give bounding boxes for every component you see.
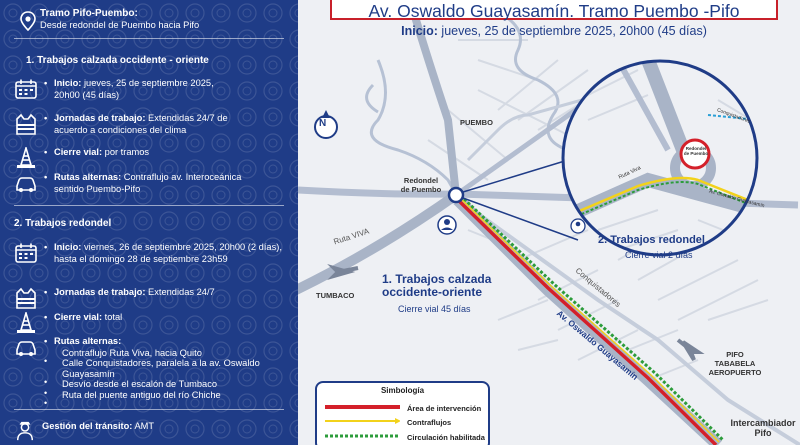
- location-pin-icon: [16, 10, 40, 32]
- page-title: Av. Oswaldo Guayasamín. Tramo Puembo -Pifo: [368, 1, 740, 21]
- traffic-officer-icon: [571, 219, 585, 233]
- guayasamin-label: Av. Oswaldo Guayasamín: [554, 308, 641, 382]
- map-canvas: [298, 0, 800, 445]
- s1-rutas-text: Contraflujo av. Interoceánica sentido Puembo-Pifo: [54, 172, 242, 194]
- s2-cierre-text: total: [102, 312, 123, 322]
- inset-av-label: Av. Oswaldo Guayasamín: [708, 188, 766, 210]
- river: [371, 60, 456, 194]
- header-desc: Desde redondel de Puembo hacia Pifo: [40, 19, 200, 30]
- work2-title: 2. Trabajos redondel: [598, 234, 705, 246]
- s1-cierre-text: por tramos: [102, 147, 150, 157]
- arrow-tumbaco-icon: [334, 268, 358, 276]
- car-icon: [14, 336, 38, 358]
- bullet: •: [44, 312, 48, 322]
- bullet: •: [44, 113, 48, 123]
- s2-inicio-label: Inicio:: [54, 242, 82, 252]
- s1-jornadas-text: Extendidas 24/7 de acuerdo a condiciones del clima: [54, 113, 228, 135]
- section-2-title: 2. Trabajos redondel: [14, 218, 112, 229]
- tumbaco-label: TUMBACO: [316, 291, 355, 300]
- work2-subtitle: Cierre vial 2 días: [625, 250, 693, 260]
- divider: [14, 409, 284, 410]
- work1-title: 1. Trabajos calzada occidente-oriente: [382, 272, 492, 299]
- sub-bullets: • • • •: [44, 356, 48, 408]
- work1-subtitle: Cierre vial 45 días: [398, 304, 471, 314]
- calendar-icon: [14, 78, 38, 100]
- conquistadores-label: Conquistadores: [573, 266, 623, 309]
- s2-ruta-item: Contraflujo Ruta Viva, hacia Quito: [62, 347, 202, 358]
- subtitle-label: Inicio:: [401, 24, 438, 38]
- s1-inicio-text: jueves, 25 de septiembre 2025, 20h00 (45 días): [54, 78, 214, 100]
- bullet: •: [44, 287, 48, 297]
- s1-jornadas-label: Jornadas de trabajo:: [54, 113, 146, 123]
- bullet: •: [44, 336, 48, 346]
- intercambiador-label: Intercambiador Pifo: [730, 418, 796, 438]
- legend-item: Área de intervención: [407, 404, 482, 413]
- s2-jornadas-label: Jornadas de trabajo:: [54, 287, 146, 297]
- worker-vest-icon: [14, 113, 38, 135]
- pifo-label: PIFO TABABELA AEROPUERTO: [708, 350, 762, 377]
- legend-item: Contraflujos: [407, 418, 452, 427]
- page-subtitle: [330, 24, 778, 38]
- river: [367, 85, 378, 112]
- inset-conquistadores-label: Conquistadores: [716, 107, 752, 125]
- arrow-pifo-icon: [678, 340, 698, 360]
- bullet: •: [44, 147, 48, 157]
- legend-swatches: [325, 403, 400, 443]
- ruta-viva-label: Ruta VIVA: [332, 226, 371, 247]
- map-area: [298, 0, 800, 445]
- legend-title: Simbología: [380, 386, 425, 395]
- roundabout-marker: [449, 188, 463, 202]
- north-label: N: [319, 118, 327, 129]
- divider: [14, 38, 284, 39]
- s2-rutas-label: Rutas alternas:: [54, 336, 122, 346]
- traffic-officer-icon: [438, 216, 456, 234]
- subtitle-text: jueves, 25 de septiembre 2025, 20h00 (45 días): [437, 24, 707, 38]
- inset-map: [558, 60, 778, 255]
- divider: [14, 205, 284, 206]
- worker-vest-icon: [14, 287, 38, 309]
- car-icon: [14, 172, 38, 194]
- inset-ruta-viva-label: Ruta Viva: [617, 165, 642, 181]
- s1-inicio-label: Inicio:: [54, 78, 82, 88]
- gestion-label: Gestión del tránsito:: [42, 421, 133, 431]
- traffic-cone-icon: [14, 147, 38, 169]
- s1-cierre-label: Cierre vial:: [54, 147, 103, 157]
- legend-item: Circulación habilitada: [407, 433, 485, 442]
- s2-ruta-item: Desvío desde el escalón de Tumbaco: [62, 379, 218, 389]
- inset-redondel-label: Redondel de Puembo: [683, 146, 709, 156]
- traffic-officer-icon: [14, 421, 36, 441]
- gestion-text: AMT: [132, 421, 155, 431]
- bullet: •: [44, 78, 48, 88]
- s2-cierre-label: Cierre vial:: [54, 312, 103, 322]
- calendar-icon: [14, 242, 38, 264]
- s1-rutas-label: Rutas alternas:: [54, 172, 122, 182]
- puembo-label: PUEMBO: [460, 118, 493, 127]
- s2-jornadas-text: Extendidas 24/7: [145, 287, 215, 297]
- legend: [315, 381, 490, 445]
- s2-inicio-text: viernes, 26 de septiembre 2025, 20h00 (2 días), hasta el domingo 28 de septiembre 23h59: [54, 242, 282, 264]
- bullet: •: [44, 242, 48, 252]
- s2-ruta-item: Ruta del puente antiguo del río Chiche: [62, 389, 221, 400]
- s2-ruta-item: Calle Conquistadores, paralela a la av. Oswaldo Guayasamín: [62, 358, 260, 379]
- info-panel: [0, 0, 298, 445]
- section-1-title: 1. Trabajos calzada occidente - oriente: [26, 55, 209, 66]
- redondel-label: Redondel de Puembo: [400, 176, 442, 194]
- bullet: •: [44, 172, 48, 182]
- header-title: Tramo Pifo-Puembo:: [40, 8, 138, 19]
- traffic-cone-icon: [14, 312, 38, 334]
